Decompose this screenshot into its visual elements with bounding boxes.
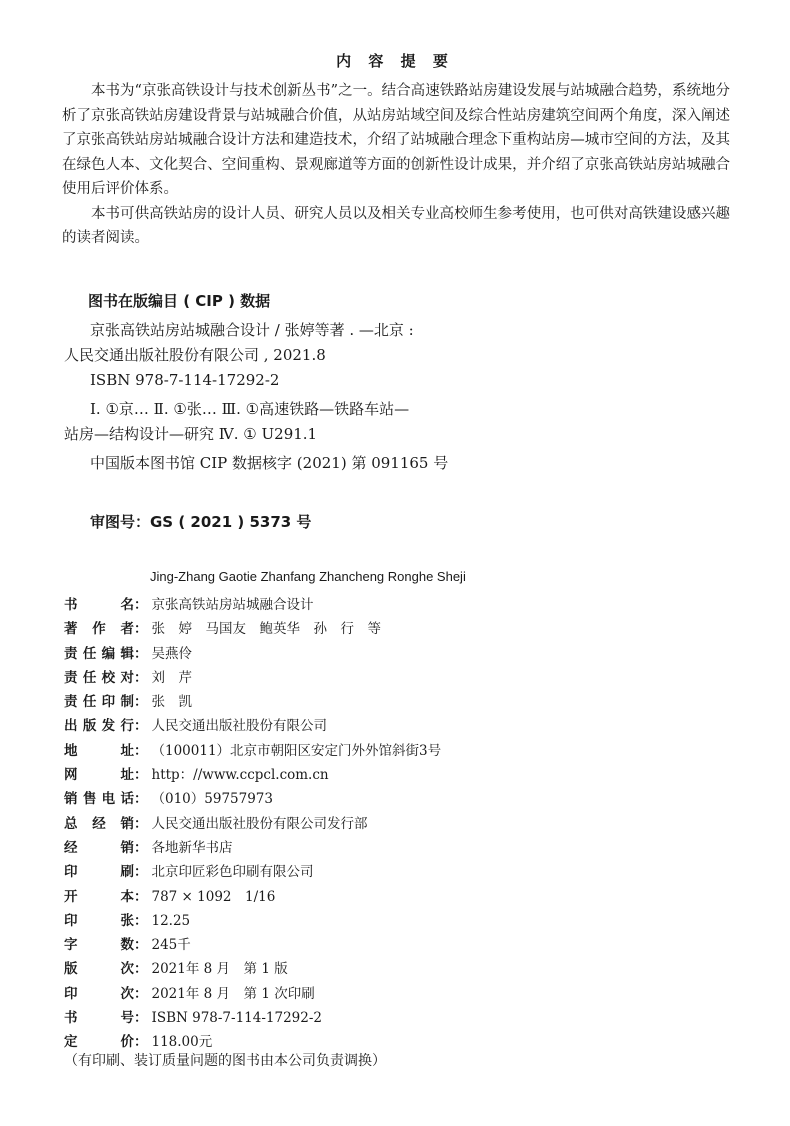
map-approval-number: 审图号：GS ( 2021 ) 5373 号 bbox=[90, 513, 312, 531]
content-summary bbox=[62, 79, 730, 251]
info-colon: ： bbox=[134, 985, 148, 1002]
info-colon: ： bbox=[134, 888, 148, 905]
info-label: 责 任 编 辑 bbox=[64, 645, 134, 662]
info-colon: ： bbox=[134, 767, 148, 784]
info-label: 定 价 bbox=[64, 1034, 134, 1051]
info-label: 网 址 bbox=[64, 767, 134, 784]
info-row bbox=[64, 982, 441, 1006]
info-value: 吴燕伶 bbox=[151, 645, 192, 662]
info-row bbox=[64, 593, 441, 617]
summary-paragraph: 本书可供高铁站房的设计人员、研究人员以及相关专业高校师生参考使用，也可供对高铁建设感兴趣的读者阅读。 bbox=[62, 205, 730, 246]
info-value: 张 凯 bbox=[151, 694, 192, 711]
info-row bbox=[64, 957, 441, 981]
info-label: 总 经 销 bbox=[64, 815, 134, 832]
cip-line: 站房—结构设计—研究 Ⅳ. ① U291.1 bbox=[64, 425, 318, 443]
info-label: 经 销 bbox=[64, 839, 134, 856]
info-label: 著 作 者 bbox=[64, 621, 134, 638]
cip-line: ISBN 978-7-114-17292-2 bbox=[90, 371, 280, 389]
info-value: 2021年 8 月 第 1 版 bbox=[151, 961, 288, 978]
info-value: 787 × 1092 1/16 bbox=[151, 888, 276, 905]
info-row bbox=[64, 885, 441, 909]
info-label: 开 本 bbox=[64, 888, 134, 905]
info-colon: ： bbox=[134, 669, 148, 686]
info-label: 责 任 校 对 bbox=[64, 669, 134, 686]
info-label: 印 次 bbox=[64, 985, 134, 1002]
info-value: （010）59757973 bbox=[151, 791, 273, 808]
info-label: 地 址 bbox=[64, 742, 134, 759]
info-row bbox=[64, 812, 441, 836]
info-colon: ： bbox=[134, 1010, 148, 1027]
info-row bbox=[64, 642, 441, 666]
info-value: 人民交通出版社股份有限公司发行部 bbox=[151, 815, 368, 832]
cip-block bbox=[64, 318, 724, 476]
info-value: http：//www.ccpcl.com.cn bbox=[151, 767, 329, 784]
info-value: 张 婷 马国友 鲍英华 孙 行 等 bbox=[151, 621, 381, 638]
info-row bbox=[64, 763, 441, 787]
info-row bbox=[64, 836, 441, 860]
info-colon: ： bbox=[134, 791, 148, 808]
info-row bbox=[64, 690, 441, 714]
info-label: 出 版 发 行 bbox=[64, 718, 134, 735]
info-label: 字 数 bbox=[64, 937, 134, 954]
summary-paragraph: 本书为“京张高铁设计与技术创新丛书”之一。结合高速铁路站房建设发展与站城融合趋势，系统地分析了京张高铁站房建设背景与站城融合价值，从站房站域空间及综合性站房建筑空间两个角度，深入阐述了京张高铁站房站城融合设计方法和建造技术，介绍了站城融合理念下重构站房—城市空间的方法，及其在绿色人本、文化契合、空间重构、景观廊道等方面的创新性设计成果，并介绍了京张高铁站房站城融合使用后评价体系。 bbox=[62, 83, 730, 197]
info-value: 245千 bbox=[151, 937, 191, 954]
info-value: ISBN 978-7-114-17292-2 bbox=[151, 1010, 323, 1027]
info-row bbox=[64, 860, 441, 884]
info-value: 12.25 bbox=[151, 912, 191, 929]
cip-line: 中国版本图书馆 CIP 数据核字 (2021) 第 091165 号 bbox=[90, 454, 449, 472]
info-label: 销 售 电 话 bbox=[64, 791, 134, 808]
info-colon: ： bbox=[134, 694, 148, 711]
info-value: 北京印匠彩色印刷有限公司 bbox=[151, 864, 314, 881]
info-value: 118.00元 bbox=[151, 1034, 213, 1051]
info-colon: ： bbox=[134, 742, 148, 759]
cip-title: 图书在版编目 ( CIP ) 数据 bbox=[88, 292, 271, 310]
info-value: 京张高铁站房站城融合设计 bbox=[151, 597, 314, 613]
publication-info bbox=[64, 593, 441, 1055]
info-colon: ： bbox=[134, 645, 148, 662]
info-label: 印 张 bbox=[64, 912, 134, 929]
info-colon: ： bbox=[134, 597, 148, 613]
info-colon: ： bbox=[134, 937, 148, 954]
info-row bbox=[64, 1006, 441, 1030]
info-row bbox=[64, 739, 441, 763]
info-row bbox=[64, 933, 441, 957]
info-value: （100011）北京市朝阳区安定门外外馆斜街3号 bbox=[151, 742, 442, 759]
info-colon: ： bbox=[134, 912, 148, 929]
quality-note: （有印刷、装订质量问题的图书由本公司负责调换） bbox=[64, 1053, 386, 1069]
info-colon: ： bbox=[134, 961, 148, 978]
info-row bbox=[64, 714, 441, 738]
info-value: 刘 芹 bbox=[151, 669, 192, 686]
info-label: 印 刷 bbox=[64, 864, 134, 881]
info-row bbox=[64, 617, 441, 641]
cip-line: Ⅰ. ①京… Ⅱ. ①张… Ⅲ. ①高速铁路—铁路车站— bbox=[90, 400, 410, 418]
info-row bbox=[64, 787, 441, 811]
cip-line: 京张高铁站房站城融合设计 / 张婷等著 . —北京 : bbox=[90, 321, 414, 339]
info-colon: ： bbox=[134, 1034, 148, 1051]
cip-line: 人民交通出版社股份有限公司 , 2021.8 bbox=[64, 346, 326, 364]
info-label: 书 号 bbox=[64, 1010, 134, 1027]
info-value: 人民交通出版社股份有限公司 bbox=[151, 718, 327, 735]
info-colon: ： bbox=[134, 718, 148, 735]
summary-heading: 内 容 提 要 bbox=[336, 52, 454, 70]
info-label: 责 任 印 制 bbox=[64, 694, 134, 711]
info-row bbox=[64, 666, 441, 690]
info-label: 版 次 bbox=[64, 961, 134, 978]
info-colon: ： bbox=[134, 621, 148, 638]
pinyin-title: Jing-Zhang Gaotie Zhanfang Zhancheng Ronghe Sheji bbox=[150, 569, 466, 584]
info-label: 书 名 bbox=[64, 597, 134, 613]
info-value: 各地新华书店 bbox=[151, 839, 233, 856]
info-colon: ： bbox=[134, 864, 148, 881]
info-row bbox=[64, 909, 441, 933]
info-value: 2021年 8 月 第 1 次印刷 bbox=[151, 985, 315, 1002]
info-colon: ： bbox=[134, 815, 148, 832]
info-colon: ： bbox=[134, 839, 148, 856]
